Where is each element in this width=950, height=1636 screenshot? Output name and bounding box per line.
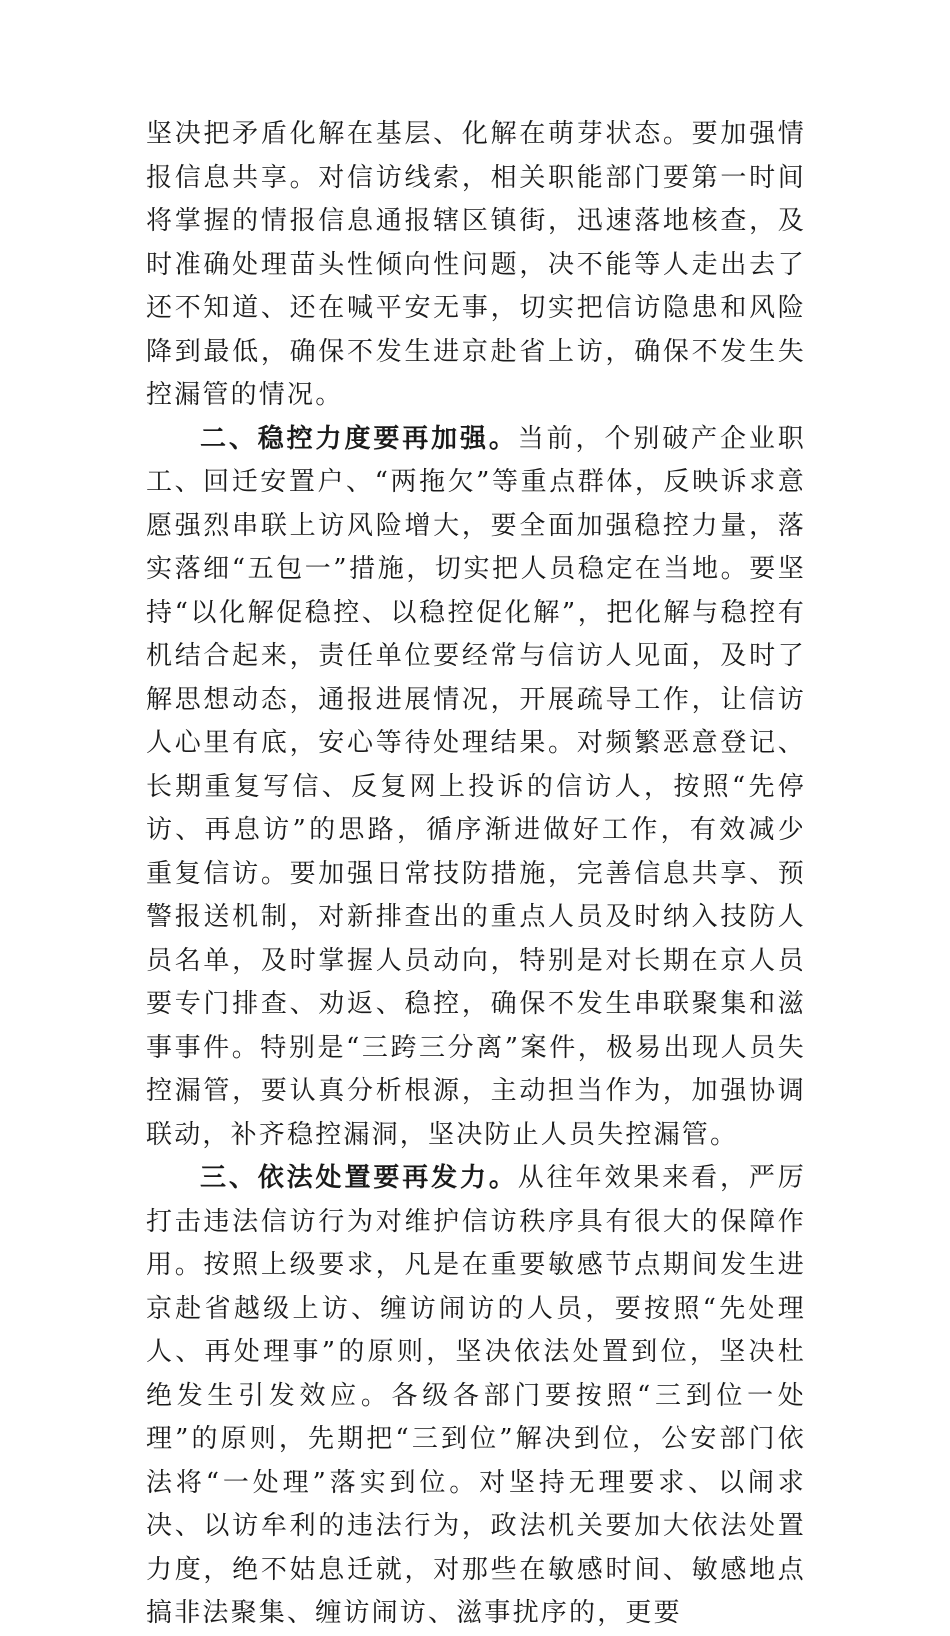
- paragraph-2-text: 当前，个别破产企业职工、回迁安置户、“两拖欠”等重点群体，反映诉求意愿强烈串联上访风险增大，要全面加强稳控力量，落实落细“五包一”措施，切实把人员稳定在当地。要坚持“以化解促稳控、以稳控促化解”，把化解与稳控有机结合起来，责任单位要经常与信访人见面，及时了解思想动态，通报进展情况，开展疏导工作，让信访人心里有底，安心等待处理结果。对频繁恶意登记、长期重复写信、反复网上投诉的信访人，按照“先停访、再息访”的思路，循序渐进做好工作，有效减少重复信访。要加强日常技防措施，完善信息共享、预警报送机制，对新排查出的重点人员及时纳入技防人员名单，及时掌握人员动向，特别是对长期在京人员要专门排查、劝返、稳控，确保不发生串联聚集和滋事事件。特别是“三跨三分离”案件，极易出现人员失控漏管，要认真分析根源，主动担当作为，加强协调联动，补齐稳控漏洞，坚决防止人员失控漏管。: [146, 423, 806, 1150]
- paragraph-3: [146, 1157, 806, 1636]
- paragraph-1: [146, 113, 806, 418]
- document-body: [146, 113, 806, 1636]
- paragraph-1-text: 坚决把矛盾化解在基层、化解在萌芽状态。要加强情报信息共享。对信访线索，相关职能部门要第一时间将掌握的情报信息通报辖区镇街，迅速落地核查，及时准确处理苗头性倾向性问题，决不能等人走出去了还不知道、还在喊平安无事，切实把信访隐患和风险降到最低，确保不发生进京赴省上访，确保不发生失控漏管的情况。: [146, 119, 806, 410]
- section-heading-3: 三、依法处置要再发力。: [200, 1163, 518, 1193]
- section-heading-2: 二、稳控力度要再加强。: [200, 423, 518, 454]
- paragraph-3-text: 从往年效果来看，严厉打击违法信访行为对维护信访秩序具有很大的保障作用。按照上级要求，凡是在重要敏感节点期间发生进京赴省越级上访、缠访闹访的人员，要按照“先处理人、再处理事”的原则，坚决依法处置到位，坚决杜绝发生引发效应。各级各部门要按照“三到位一处理”的原则，先期把“三到位”解决到位，公安部门依法将“一处理”落实到位。对坚持无理要求、以闹求决、以访牟利的违法行为，政法机关要加大依法处置力度，绝不姑息迁就，对那些在敏感时间、敏感地点搞非法聚集、缠访闹访、滋事扰序的，更要: [146, 1163, 806, 1628]
- paragraph-2: [146, 418, 806, 1158]
